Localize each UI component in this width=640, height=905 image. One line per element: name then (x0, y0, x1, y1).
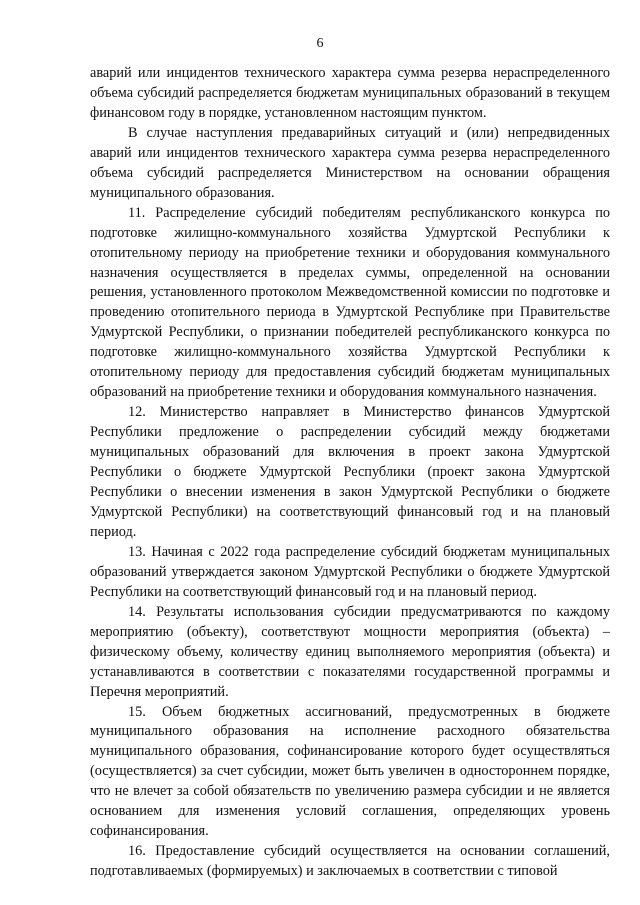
paragraph: 16. Предоставление субсидий осуществляется на основании соглашений, подготавливаемых (формируемых) и заключаемых в соответствии с типовой (90, 843, 610, 880)
paragraph: 12. Министерство направляет в Министерство финансов Удмуртской Республики предложение о распределении субсидий между бюджетами муниципальных образований для включения в проект закона Удмуртской Республики о бюджете Удмуртской Республики (проект закона Удмуртской Республики о внесении изменения в закон Удмуртской Республики о бюджете Удмуртской Республики) на соответствующий финансовый год и на плановый период. (90, 404, 610, 540)
paragraph: 14. Результаты использования субсидии предусматриваются по каждому мероприятию (объекту), соответствуют мощности мероприятия (объекта) – физическому объему, количеству единиц выполняемого мероприятия (объекта) и устанавливаются в соответствии с показателями государственной программы и Перечня мероприятий. (90, 603, 610, 700)
page-number: 6 (316, 36, 324, 51)
paragraph: В случае наступления предаварийных ситуаций и (или) непредвиденных аварий или инцидентов технического характера сумма резерва нераспределенного объема субсидий распределяется Министерством на основании обращения муниципального образования. (90, 124, 610, 201)
paragraph: 11. Распределение субсидий победителям республиканского конкурса по подготовке жилищно-коммунального хозяйства Удмуртской Республики к отопительному периоду на приобретение техники и оборудования коммунального назначения осуществляется в пределах суммы, определенной на основании решения, установленного протоколом Межведомственной комиссии по подготовке и проведению отопительного периода в Удмуртской Республике при Правительстве Удмуртской Республики, о признании победителей республиканского конкурса по подготовке жилищно-коммунального хозяйства Удмуртской Республики к отопительному периоду для предоставления субсидий бюджетам муниципальных образований на приобретение техники и оборудования коммунального назначения. (90, 204, 610, 401)
paragraph: 13. Начиная с 2022 года распределение субсидий бюджетам муниципальных образований утверждается законом Удмуртской Республики о бюджете Удмуртской Республики на соответствующий финансовый год и на плановый период. (90, 543, 610, 600)
paragraph: аварий или инцидентов технического характера сумма резерва нераспределенного объема субсидий распределяется бюджетам муниципальных образований в текущем финансовом году в порядке, установленном настоящим пунктом. (90, 65, 610, 121)
paragraph: 15. Объем бюджетных ассигнований, предусмотренных в бюджете муниципального образования на исполнение расходного обязательства муниципального образования, софинансирование которого будет осуществляться (осуществляется) за счет субсидии, может быть увеличен в одностороннем порядке, что не влечет за собой обязательств по увеличению размера субсидии и не является основанием для изменения условий соглашения, определяющих уровень софинансирования. (90, 703, 610, 840)
document-body (90, 64, 610, 882)
